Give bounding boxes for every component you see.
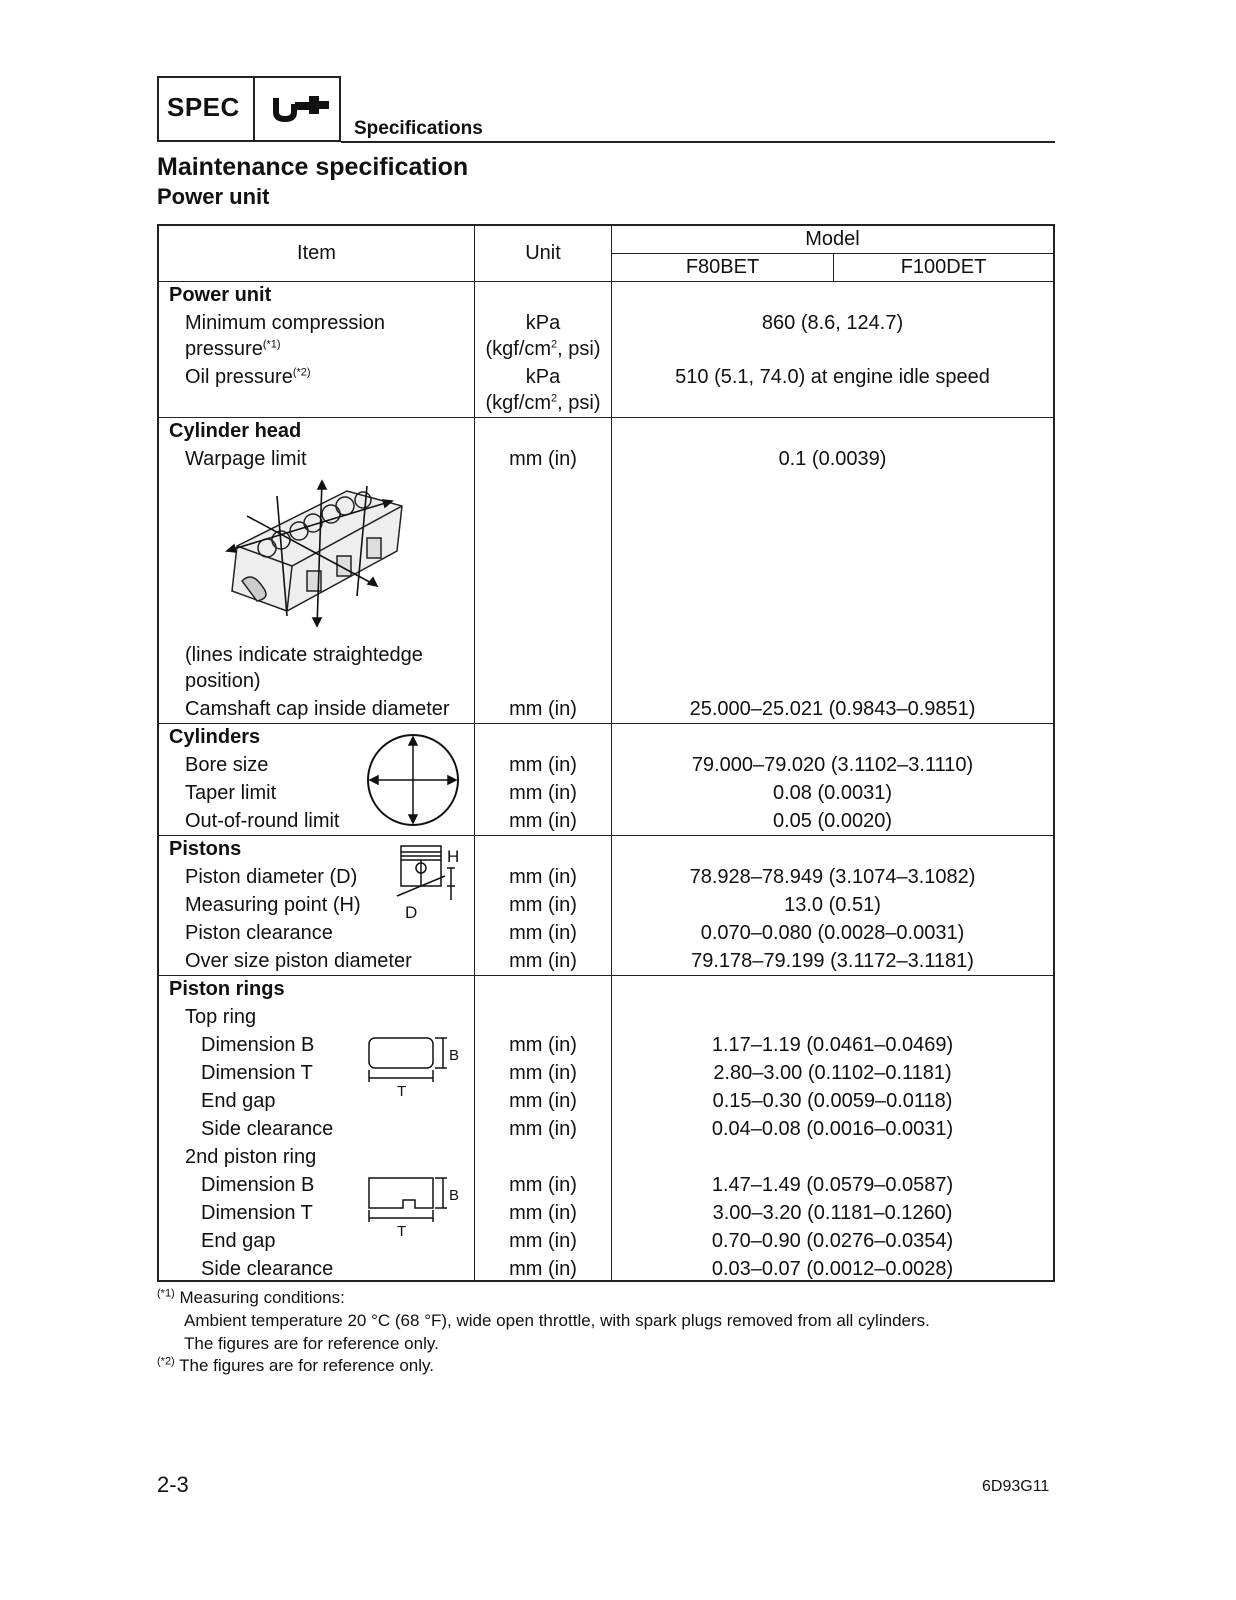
unit-label: mm (in) [509,922,577,944]
item-label: Dimension B [201,1174,315,1196]
spec-value: 0.04–0.08 (0.0016–0.0031) [711,1118,954,1140]
diagram-label-b: B [449,1187,460,1204]
footnote-2: $^{(*2)}$ The figures are for reference only. [157,1355,434,1375]
item-label: Piston clearance [185,922,333,944]
unit-label: mm (in) [509,1118,577,1140]
spec-value: 2.80–3.00 (0.1102–0.1181) [713,1062,952,1084]
footnote-1-text: Ambient temperature 20 °C (68 °F), wide open throttle, with spark plugs removed from all cylinders. [184,1311,930,1330]
spec-value: 0.08 (0.0031) [773,782,892,804]
page-title: Maintenance specification [157,153,469,181]
item-label: Over size piston diameter [185,950,412,972]
section-heading: Cylinder head [169,420,302,442]
item-label: Dimension T [201,1202,313,1224]
spec-value: 79.000–79.020 (3.1102–3.1110) [691,754,974,776]
top-ring-diagram [363,1034,467,1098]
diagram-label-h: H [447,847,460,866]
page-number: 2-3 [157,1472,189,1497]
spec-tab-label: SPEC [167,92,240,122]
document-code: 6D93G11 [982,1478,1050,1495]
item-label: Side clearance [201,1258,334,1280]
unit-label: mm (in) [509,866,577,888]
bore-measurement-diagram [365,732,461,828]
spec-value: 0.03–0.07 (0.0012–0.0028) [711,1258,954,1280]
unit-label: mm (in) [509,894,577,916]
unit-label: mm (in) [509,1258,577,1280]
item-label: Camshaft cap inside diameter [185,698,450,720]
item-label: Warpage limit [185,448,307,470]
item-label: End gap [201,1230,276,1252]
spec-value: 78.928–78.949 (3.1074–3.1082) [689,866,976,888]
spec-value: 13.0 (0.51) [784,894,881,916]
section-heading: Power unit [169,284,272,306]
unit-label: ($kgf/cm^2$, psi) [485,392,601,414]
header-model: Model [805,228,860,250]
outboard-motor-icon [269,92,331,128]
item-label: Bore size [185,754,269,776]
diagram-label-t: T [397,1083,407,1098]
second-ring-diagram [363,1174,467,1238]
section-label: Specifications [354,118,483,139]
item-label: Piston diameter (D) [185,866,358,888]
item-label: Taper limit [185,782,277,804]
header-rule [341,141,1055,143]
spec-value: 0.070–0.080 (0.0028–0.0031) [700,922,965,944]
header-model-f80bet: F80BET [685,256,760,278]
diagram-note: position) [185,670,261,692]
section-rule [159,723,1053,724]
unit-label: mm (in) [509,448,577,470]
item-label: pressure$^{(*1)}$ [185,338,281,360]
item-label: Oil pressure$^{(*2)}$ [185,366,311,388]
footnote-1-text: The figures are for reference only. [184,1334,439,1353]
spec-value: 860 (8.6, 124.7) [761,312,904,334]
unit-label: kPa [525,312,561,334]
spec-value: 0.05 (0.0020) [773,810,892,832]
unit-label: mm (in) [509,810,577,832]
spec-value: 0.15–0.30 (0.0059–0.0118) [712,1090,953,1112]
item-label: Minimum compression [185,312,386,334]
diagram-label-t: T [397,1223,407,1238]
item-label: Measuring point (H) [185,894,361,916]
spec-value: 0.1 (0.0039) [778,448,887,470]
section-heading: Pistons [169,838,242,860]
footnote-1: $^{(*1)}$ Measuring conditions: [157,1287,345,1307]
page-subtitle: Power unit [157,184,270,209]
unit-label: mm (in) [509,1034,577,1056]
diagram-note: (lines indicate straightedge [185,644,423,666]
header-item: Item [297,242,336,264]
item-label: Dimension T [201,1062,313,1084]
section-rule [159,975,1053,976]
spec-value: 3.00–3.20 (0.1181–0.1260) [712,1202,953,1224]
unit-label: kPa [525,366,561,388]
item-label: Dimension B [201,1034,315,1056]
unit-label: ($kgf/cm^2$, psi) [485,338,601,360]
item-label: Out-of-round limit [185,810,340,832]
diagram-label-d: D [405,903,418,922]
spec-table [157,224,1055,1282]
subgroup-label: Top ring [185,1006,257,1028]
section-heading: Cylinders [169,726,261,748]
section-heading: Piston rings [169,978,285,1000]
spec-value: 1.47–1.49 (0.0579–0.0587) [711,1174,954,1196]
header-rule [159,281,1053,282]
spec-value: 510 (5.1, 74.0) at engine idle speed [675,366,990,388]
spec-value: 0.70–0.90 (0.0276–0.0354) [711,1230,954,1252]
unit-label: mm (in) [509,1202,577,1224]
spec-value: 1.17–1.19 (0.0461–0.0469) [711,1034,954,1056]
spec-tab [157,76,341,142]
unit-label: mm (in) [509,1230,577,1252]
unit-label: mm (in) [509,1090,577,1112]
item-label: Side clearance [201,1118,334,1140]
spec-value: 25.000–25.021 (0.9843–0.9851) [689,698,976,720]
subgroup-label: 2nd piston ring [185,1146,317,1168]
header-model-f100det: F100DET [900,256,987,278]
unit-label: mm (in) [509,698,577,720]
cylinder-head-diagram [217,476,417,636]
piston-diagram [391,842,471,922]
item-label: End gap [201,1090,276,1112]
header-unit: Unit [525,242,561,264]
spec-value: 79.178–79.199 (3.1172–3.1181) [691,950,974,972]
unit-label: mm (in) [509,950,577,972]
unit-label: mm (in) [509,754,577,776]
diagram-label-b: B [449,1047,460,1064]
section-rule [159,835,1053,836]
unit-label: mm (in) [509,1174,577,1196]
unit-label: mm (in) [509,1062,577,1084]
unit-label: mm (in) [509,782,577,804]
